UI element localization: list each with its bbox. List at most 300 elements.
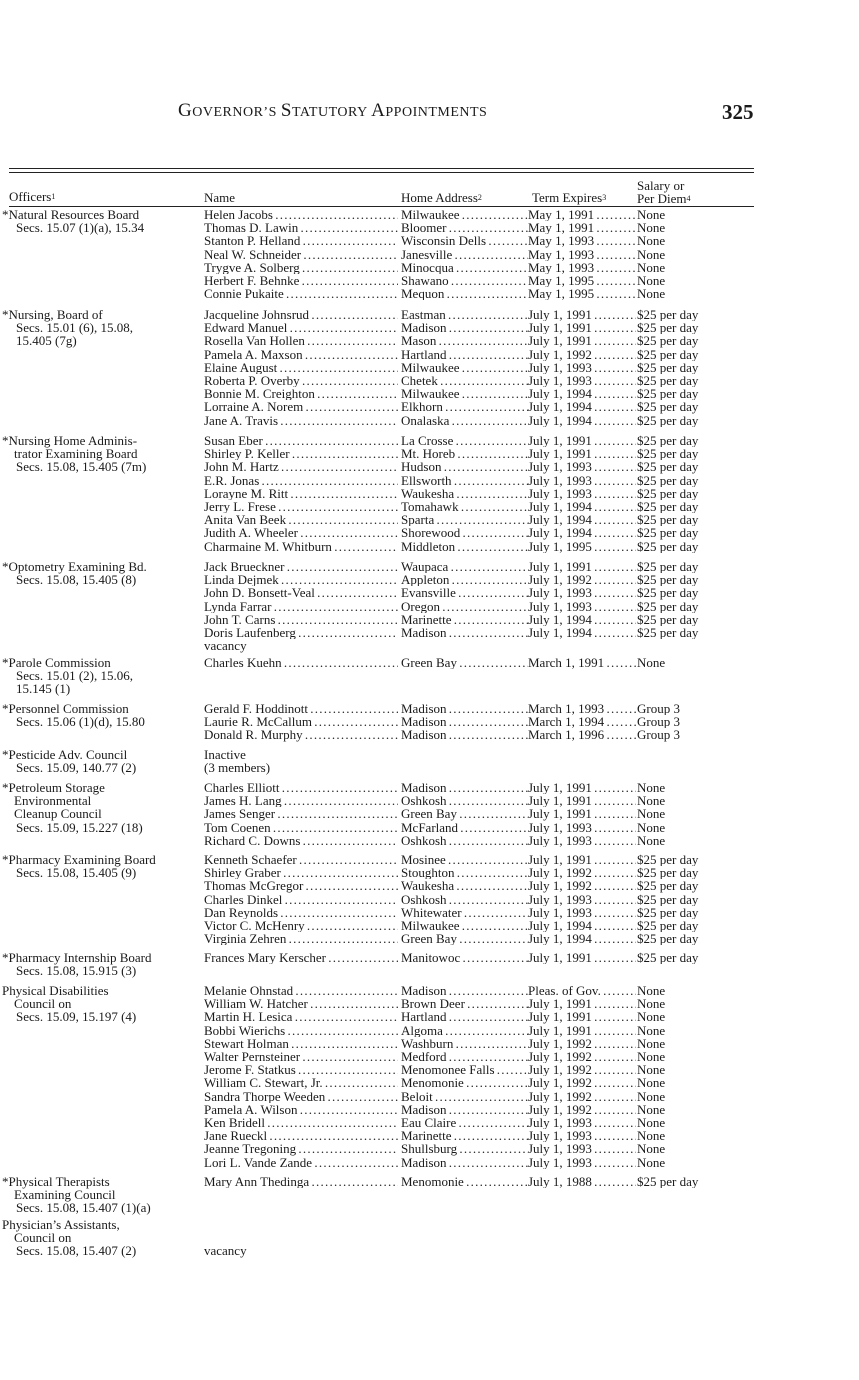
table-row (0, 781, 859, 794)
table-row (0, 932, 859, 945)
salary: None (637, 997, 666, 1011)
home-address: Green Bay . . . (401, 807, 528, 820)
home-address: Ellsworth . . . (401, 474, 528, 487)
appointee-name: John M. Hartz . . . (204, 460, 398, 473)
appointee-name: Susan Eber . . . (204, 434, 398, 447)
appointee-name: Charles Dinkel . . . (204, 893, 398, 906)
term-expires: July 1, 1993 . . . (528, 1156, 636, 1169)
appointee-name: Gerald F. Hoddinott . . . (204, 702, 398, 715)
appointee-name: Helen Jacobs . . . (204, 208, 398, 221)
term-expires: July 1, 1994 . . . (528, 513, 636, 526)
term-expires: July 1, 1993 . . . (528, 1142, 636, 1155)
term-expires: July 1, 1992 . . . (528, 1076, 636, 1089)
home-address: Tomahawk . . . (401, 500, 528, 513)
table-row (0, 274, 859, 287)
salary: $25 per day (637, 919, 699, 933)
table-row (0, 308, 859, 321)
salary: None (637, 1063, 666, 1077)
home-address: Brown Deer . . . (401, 997, 528, 1010)
salary: None (637, 234, 666, 248)
salary: None (637, 1036, 666, 1050)
table-row (0, 234, 859, 247)
table-row (0, 434, 859, 447)
salary: $25 per day (637, 334, 699, 348)
officer-detail: Secs. 15.06 (1)(d), 15.80 (16, 714, 145, 730)
appointee-name: Bonnie M. Creighton . . . (204, 387, 398, 400)
salary: Group 3 (637, 728, 680, 742)
officer-title: *Personnel Commission (2, 701, 129, 716)
table-row (0, 821, 859, 834)
table-row (0, 248, 859, 261)
home-address: Hudson . . . (401, 460, 528, 473)
term-expires: July 1, 1992 . . . (528, 1037, 636, 1050)
home-address: Oshkosh . . . (401, 893, 528, 906)
term-expires: July 1, 1993 . . . (528, 586, 636, 599)
officer-title: Physical Disabilities (2, 983, 109, 998)
term-expires: May 1, 1991 . . . (528, 221, 636, 234)
table-row (0, 1116, 859, 1129)
officer-detail: 15.145 (1) (16, 681, 71, 697)
term-expires: July 1, 1991 . . . (528, 308, 636, 321)
page-number: 325 (722, 100, 754, 124)
home-address: Waukesha . . . (401, 487, 528, 500)
officer-detail: Secs. 15.08, 15.407 (1)(a) (16, 1200, 151, 1216)
salary: None (637, 1116, 666, 1130)
table-row (0, 1010, 859, 1023)
term-expires: July 1, 1993 . . . (528, 906, 636, 919)
term-expires: July 1, 1991 . . . (528, 334, 636, 347)
appointee-name: Trygve A. Solberg . . . (204, 261, 398, 274)
table-row (0, 834, 859, 847)
home-address: Madison . . . (401, 626, 528, 639)
term-expires: July 1, 1993 . . . (528, 821, 636, 834)
table-row (0, 460, 859, 473)
table-row (0, 702, 859, 715)
salary: None (637, 1142, 666, 1156)
officer-title: Physician’s Assistants, (2, 1217, 120, 1232)
term-expires: July 1, 1992 . . . (528, 1063, 636, 1076)
term-expires: July 1, 1991 . . . (528, 1024, 636, 1037)
status-note: Inactive (204, 747, 246, 762)
salary: None (637, 1010, 666, 1024)
salary: $25 per day (637, 879, 699, 893)
page-title: GOVERNOR’S STATUTORY APPOINTMENTS (178, 100, 488, 121)
table-row (0, 573, 859, 586)
home-address: Menomonie . . . (401, 1076, 528, 1089)
appointee-name: Charles Elliott . . . (204, 781, 398, 794)
table-row (0, 361, 859, 374)
home-address: Mason . . . (401, 334, 528, 347)
salary: $25 per day (637, 413, 699, 427)
salary: None (637, 247, 666, 261)
salary: $25 per day (637, 853, 699, 867)
appointee-name: Shirley Graber . . . (204, 866, 398, 879)
officer-body (2, 1218, 198, 1258)
home-address: Shawano . . . (401, 274, 528, 287)
table-row (0, 447, 859, 460)
appointee-name: Laurie R. McCallum . . . (204, 715, 398, 728)
appointee-name: Melanie Ohnstad . . . (204, 984, 398, 997)
officer-title: *Parole Commission (2, 655, 111, 670)
term-expires: July 1, 1994 . . . (528, 919, 636, 932)
term-expires: July 1, 1991 . . . (528, 321, 636, 334)
home-address: Marinette . . . (401, 613, 528, 626)
term-expires: July 1, 1995 . . . (528, 540, 636, 553)
table-row (0, 1142, 859, 1155)
appointee-name: Dan Reynolds . . . (204, 906, 398, 919)
officer-detail: 15.405 (7g) (16, 333, 77, 349)
table-row (0, 1063, 859, 1076)
salary: None (637, 1089, 666, 1103)
term-expires: July 1, 1991 . . . (528, 997, 636, 1010)
term-expires: May 1, 1993 . . . (528, 248, 636, 261)
home-address: Milwaukee . . . (401, 387, 528, 400)
appointee-name: Kenneth Schaefer . . . (204, 853, 398, 866)
appointee-name: James Senger . . . (204, 807, 398, 820)
appointee-name: Mary Ann Thedinga . . . (204, 1175, 398, 1188)
home-address: Madison . . . (401, 321, 528, 334)
term-expires: July 1, 1994 . . . (528, 932, 636, 945)
home-address: Medford . . . (401, 1050, 528, 1063)
term-expires: July 1, 1993 . . . (528, 893, 636, 906)
term-expires: July 1, 1993 . . . (528, 361, 636, 374)
home-address: Menomonie . . . (401, 1175, 528, 1188)
term-expires: July 1, 1992 . . . (528, 1090, 636, 1103)
table-row (0, 893, 859, 906)
vacancy-note: vacancy (204, 638, 247, 654)
salary: $25 per day (637, 560, 699, 574)
home-address: Sparta . . . (401, 513, 528, 526)
home-address: Madison . . . (401, 781, 528, 794)
salary: $25 per day (637, 486, 699, 500)
table-row (0, 879, 859, 892)
table-row (0, 487, 859, 500)
home-address: Green Bay . . . (401, 932, 528, 945)
home-address: Oshkosh . . . (401, 794, 528, 807)
appointee-name: Lorraine A. Norem . . . (204, 400, 398, 413)
table-row (0, 500, 859, 513)
officer-detail: Secs. 15.08, 15.915 (3) (16, 963, 137, 979)
salary: $25 per day (637, 308, 699, 322)
officer-detail: Secs. 15.01 (2), 15.06, (16, 668, 133, 684)
appointee-name: Linda Dejmek . . . (204, 573, 398, 586)
appointee-name: Bobbi Wierichs . . . (204, 1024, 398, 1037)
officer-title: *Nursing Home Adminis- (2, 433, 138, 448)
home-address: Milwaukee . . . (401, 361, 528, 374)
home-address: Hartland . . . (401, 1010, 528, 1023)
term-expires: July 1, 1992 . . . (528, 1103, 636, 1116)
term-expires: July 1, 1993 . . . (528, 487, 636, 500)
table-row (0, 1129, 859, 1142)
salary: $25 per day (637, 473, 699, 487)
home-address: Minocqua . . . (401, 261, 528, 274)
term-expires: July 1, 1994 . . . (528, 626, 636, 639)
officer-title: *Pesticide Adv. Council (2, 747, 128, 762)
term-expires: July 1, 1993 . . . (528, 834, 636, 847)
officer-detail: Secs. 15.09, 15.227 (18) (16, 819, 143, 835)
appointee-name: Richard C. Downs . . . (204, 834, 398, 847)
term-expires: July 1, 1992 . . . (528, 573, 636, 586)
home-address: La Crosse . . . (401, 434, 528, 447)
salary: None (637, 1102, 666, 1116)
home-address: Waukesha . . . (401, 879, 528, 892)
appointee-name: Victor C. McHenry . . . (204, 919, 398, 932)
salary: $25 per day (637, 586, 699, 600)
appointee-name: Rosella Van Hollen . . . (204, 334, 398, 347)
home-address: Menomonee Falls . . . (401, 1063, 528, 1076)
appointee-name: Ken Bridell . . . (204, 1116, 398, 1129)
salary: $25 per day (637, 347, 699, 361)
appointee-name: Tom Coenen . . . (204, 821, 398, 834)
salary: None (637, 208, 666, 222)
appointee-name: Jerry L. Frese . . . (204, 500, 398, 513)
home-address: Mt. Horeb . . . (401, 447, 528, 460)
term-expires: May 1, 1993 . . . (528, 261, 636, 274)
appointee-name: Charmaine M. Whitburn . . . (204, 540, 398, 553)
officer-body (2, 748, 198, 774)
status-note: vacancy (204, 1243, 247, 1258)
salary: $25 per day (637, 360, 699, 374)
officer-detail: Secs. 15.08, 15.405 (8) (16, 572, 137, 588)
column-header-name: Name (204, 190, 236, 205)
officer-detail: Cleanup Council (14, 806, 102, 822)
home-address: Wisconsin Dells . . . (401, 234, 528, 247)
term-expires: July 1, 1988 . . . (528, 1175, 636, 1188)
appointee-name: Herbert F. Behnke . . . (204, 274, 398, 287)
home-address: Elkhorn . . . (401, 400, 528, 413)
appointee-name: Charles Kuehn . . . (204, 656, 398, 669)
officer-title: *Petroleum Storage (2, 780, 105, 795)
table-row (0, 261, 859, 274)
salary: None (637, 287, 666, 301)
salary: None (637, 984, 666, 998)
salary: $25 per day (637, 387, 699, 401)
term-expires: July 1, 1991 . . . (528, 794, 636, 807)
salary: $25 per day (637, 951, 699, 965)
appointee-name: Elaine August . . . (204, 361, 398, 374)
table-row (0, 1156, 859, 1169)
table-row (0, 656, 859, 669)
salary: $25 per day (637, 1175, 699, 1189)
term-expires: July 1, 1994 . . . (528, 500, 636, 513)
home-address: Shullsburg . . . (401, 1142, 528, 1155)
home-address: Oshkosh . . . (401, 834, 528, 847)
officer-detail: Environmental (14, 793, 92, 809)
home-address: Madison . . . (401, 1156, 528, 1169)
salary: None (637, 221, 666, 235)
salary: $25 per day (637, 905, 699, 919)
salary: None (637, 833, 666, 847)
salary: $25 per day (637, 599, 699, 613)
salary: None (637, 1076, 666, 1090)
salary: $25 per day (637, 460, 699, 474)
home-address: Madison . . . (401, 715, 528, 728)
column-header-officers: Officers$^1$ (9, 189, 56, 204)
term-expires: July 1, 1993 . . . (528, 474, 636, 487)
term-expires: July 1, 1992 . . . (528, 348, 636, 361)
appointee-name: Anita Van Beek . . . (204, 513, 398, 526)
term-expires: July 1, 1992 . . . (528, 1050, 636, 1063)
salary: $25 per day (637, 612, 699, 626)
term-expires: March 1, 1996 . . . (528, 728, 636, 741)
salary: $25 per day (637, 626, 699, 640)
appointee-name: William W. Hatcher . . . (204, 997, 398, 1010)
officer-detail: Examining Council (14, 1187, 116, 1203)
appointee-name: Lori L. Vande Zande . . . (204, 1156, 398, 1169)
officer-detail: Secs. 15.09, 15.197 (4) (16, 1009, 137, 1025)
term-expires: May 1, 1995 . . . (528, 274, 636, 287)
term-expires: July 1, 1991 . . . (528, 951, 636, 964)
appointee-name: Connie Pukaite . . . (204, 287, 398, 300)
term-expires: July 1, 1993 . . . (528, 374, 636, 387)
appointee-name: Pamela A. Wilson . . . (204, 1103, 398, 1116)
appointee-name: Pamela A. Maxson . . . (204, 348, 398, 361)
salary: $25 per day (637, 932, 699, 946)
column-header-salary: Salary or (637, 178, 685, 193)
salary: $25 per day (637, 892, 699, 906)
table-row (0, 1037, 859, 1050)
officer-detail: Secs. 15.08, 15.407 (2) (16, 1243, 137, 1259)
salary: $25 per day (637, 500, 699, 514)
home-address: Madison . . . (401, 702, 528, 715)
table-row (0, 334, 859, 347)
term-expires: March 1, 1994 . . . (528, 715, 636, 728)
term-expires: July 1, 1994 . . . (528, 613, 636, 626)
table-row (0, 560, 859, 573)
term-expires: Pleas. of Gov. . . . (528, 984, 636, 997)
salary: $25 per day (637, 866, 699, 880)
appointee-name: Stanton P. Helland . . . (204, 234, 398, 247)
table-row (0, 626, 859, 639)
appointee-name: John D. Bonsett-Veal . . . (204, 586, 398, 599)
term-expires: July 1, 1993 . . . (528, 460, 636, 473)
home-address: Madison . . . (401, 1103, 528, 1116)
table-row (0, 600, 859, 613)
salary: $25 per day (637, 573, 699, 587)
home-address: Shorewood . . . (401, 526, 528, 539)
appointee-name: Jack Brueckner . . . (204, 560, 398, 573)
salary: None (637, 1050, 666, 1064)
salary: $25 per day (637, 447, 699, 461)
salary: $25 per day (637, 374, 699, 388)
table-row (0, 348, 859, 361)
appointee-name: Donald R. Murphy . . . (204, 728, 398, 741)
home-address: Stoughton . . . (401, 866, 528, 879)
appointee-name: Jacqueline Johnsrud . . . (204, 308, 398, 321)
appointee-name: Jane Rueckl . . . (204, 1129, 398, 1142)
term-expires: July 1, 1991 . . . (528, 853, 636, 866)
term-expires: May 1, 1991 . . . (528, 208, 636, 221)
appointee-name: Jerome F. Statkus . . . (204, 1063, 398, 1076)
officer-detail: Secs. 15.09, 140.77 (2) (16, 760, 137, 776)
column-header-home-address: Home Address$^2$ (401, 190, 482, 205)
term-expires: July 1, 1993 . . . (528, 1116, 636, 1129)
home-address: Marinette . . . (401, 1129, 528, 1142)
term-expires: July 1, 1994 . . . (528, 400, 636, 413)
appointee-name: Shirley P. Keller . . . (204, 447, 398, 460)
term-expires: March 1, 1991 . . . (528, 656, 636, 669)
term-expires: July 1, 1991 . . . (528, 1010, 636, 1023)
home-address: Milwaukee . . . (401, 919, 528, 932)
officer-title: *Nursing, Board of (2, 307, 103, 322)
appointee-name: Lorayne M. Ritt . . . (204, 487, 398, 500)
appointee-name: Thomas D. Lawin . . . (204, 221, 398, 234)
appointee-name: Walter Pernsteiner . . . (204, 1050, 398, 1063)
salary: None (637, 807, 666, 821)
appointee-name: Virginia Zehren . . . (204, 932, 398, 945)
appointee-name: Lynda Farrar . . . (204, 600, 398, 613)
term-expires: July 1, 1994 . . . (528, 526, 636, 539)
table-row (0, 287, 859, 300)
term-expires: July 1, 1991 . . . (528, 781, 636, 794)
appointee-name: Thomas McGregor . . . (204, 879, 398, 892)
salary: $25 per day (637, 513, 699, 527)
salary: $25 per day (637, 321, 699, 335)
home-address: Waupaca . . . (401, 560, 528, 573)
table-row (0, 853, 859, 866)
top-rule-double (9, 172, 754, 173)
officer-title: *Optometry Examining Bd. (2, 559, 147, 574)
home-address: Evansville . . . (401, 586, 528, 599)
salary: None (637, 820, 666, 834)
salary: $25 per day (637, 539, 699, 553)
table-row (0, 540, 859, 553)
officer-detail: Secs. 15.08, 15.405 (9) (16, 865, 137, 881)
appointee-name: James H. Lang . . . (204, 794, 398, 807)
appointee-name: Frances Mary Kerscher . . . (204, 951, 398, 964)
appointee-name: John T. Carns . . . (204, 613, 398, 626)
term-expires: July 1, 1992 . . . (528, 866, 636, 879)
table-row (0, 321, 859, 334)
term-expires: July 1, 1994 . . . (528, 414, 636, 427)
appointee-name: William C. Stewart, Jr. . . . (204, 1076, 398, 1089)
table-row (0, 794, 859, 807)
status-note: (3 members) (204, 760, 271, 776)
top-rule (9, 168, 754, 169)
officer-detail: Secs. 15.01 (6), 15.08, (16, 320, 133, 336)
officer-detail: Secs. 15.08, 15.405 (7m) (16, 459, 147, 475)
home-address: Oregon . . . (401, 600, 528, 613)
officer-title: *Pharmacy Examining Board (2, 852, 156, 867)
table-row (0, 919, 859, 932)
table-row (0, 208, 859, 221)
home-address: Milwaukee . . . (401, 208, 528, 221)
home-address: Green Bay . . . (401, 656, 528, 669)
table-row (0, 1024, 859, 1037)
table-row (0, 613, 859, 626)
officer-detail: Secs. 15.07 (1)(a), 15.34 (16, 220, 145, 236)
table-row (0, 586, 859, 599)
salary: Group 3 (637, 702, 680, 716)
home-address: Algoma . . . (401, 1024, 528, 1037)
home-address: Beloit . . . (401, 1090, 528, 1103)
term-expires: March 1, 1993 . . . (528, 702, 636, 715)
salary: None (637, 1023, 666, 1037)
appointee-name: Stewart Holman . . . (204, 1037, 398, 1050)
home-address: Madison . . . (401, 728, 528, 741)
table-row (0, 387, 859, 400)
salary: None (637, 1155, 666, 1169)
officer-title: *Natural Resources Board (2, 207, 140, 222)
appointee-name: Sandra Thorpe Weeden . . . (204, 1090, 398, 1103)
table-row (0, 1103, 859, 1116)
table-row (0, 221, 859, 234)
table-row (0, 728, 859, 741)
appointee-name: Doris Laufenberg . . . (204, 626, 398, 639)
table-row (0, 513, 859, 526)
home-address: Mosinee . . . (401, 853, 528, 866)
salary: $25 per day (637, 400, 699, 414)
